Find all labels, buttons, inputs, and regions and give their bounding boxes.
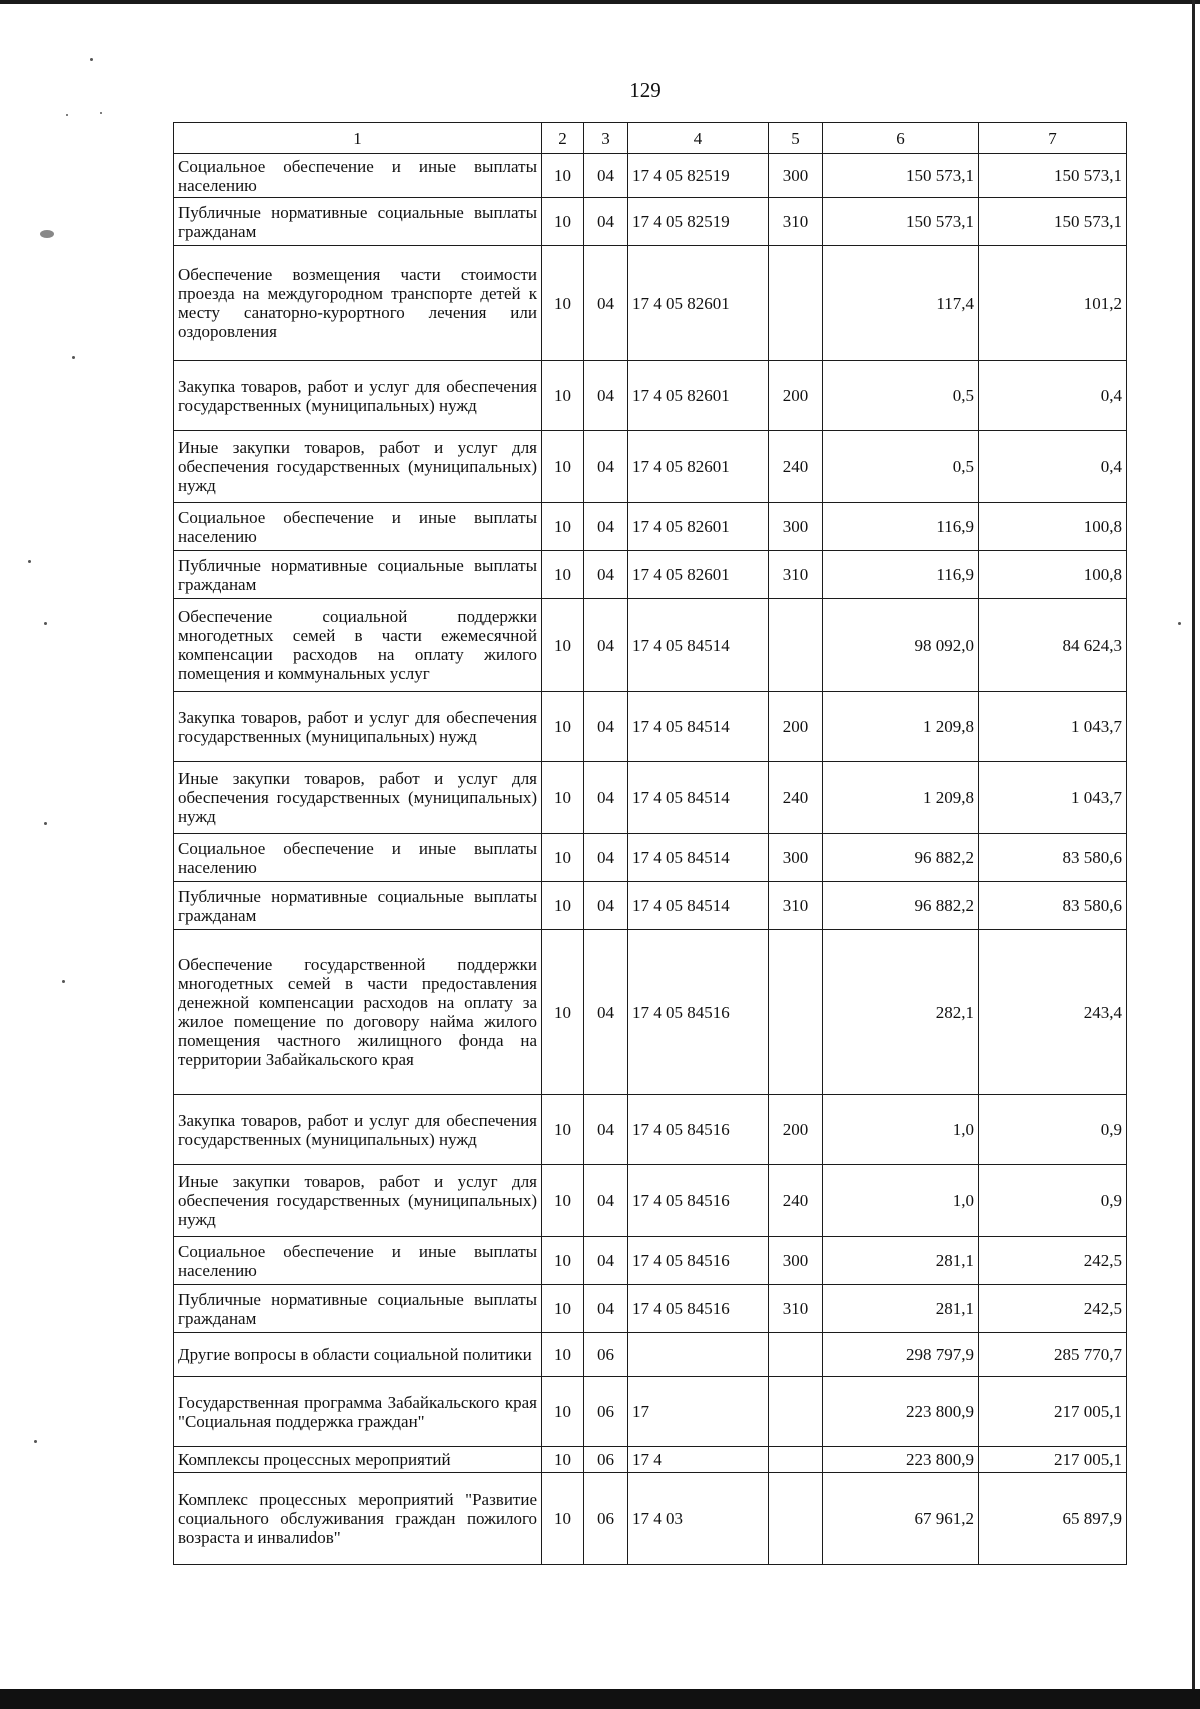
- section-code: 10: [542, 930, 584, 1095]
- subsection-code: 04: [584, 198, 628, 246]
- subsection-code: 04: [584, 1285, 628, 1333]
- row-description: Закупка товаров, работ и услуг для обеспечения государственных (муниципальных) нужд: [174, 692, 542, 762]
- subsection-code: 04: [584, 930, 628, 1095]
- row-description: Государственная программа Забайкальского края "Социальная поддержка граждан": [174, 1377, 542, 1447]
- section-code: 10: [542, 1473, 584, 1565]
- target-article-code: 17 4 05 82601: [628, 361, 769, 431]
- expense-type-code: [769, 246, 823, 361]
- header-cell: 4: [628, 123, 769, 154]
- row-description: Социальное обеспечение и иные выплаты населению: [174, 1237, 542, 1285]
- row-description: Обеспечение государственной поддержки многодетных семей в части предоставления денежной компенсации расходов на оплату за жилое помещение по договору найма жилого помещения частного жилищного фонда на территории Забайкальского края: [174, 930, 542, 1095]
- amount-year-1: 0,5: [823, 361, 979, 431]
- target-article-code: 17 4 05 82601: [628, 246, 769, 361]
- amount-year-1: 223 800,9: [823, 1447, 979, 1473]
- target-article-code: 17 4 05 84516: [628, 1095, 769, 1165]
- amount-year-2: 217 005,1: [979, 1377, 1127, 1447]
- amount-year-1: 1 209,8: [823, 762, 979, 834]
- subsection-code: 04: [584, 361, 628, 431]
- table-row: [174, 1333, 1127, 1377]
- expense-type-code: 310: [769, 882, 823, 930]
- scan-speck: [100, 112, 102, 114]
- amount-year-1: 98 092,0: [823, 599, 979, 692]
- table-row: [174, 198, 1127, 246]
- target-article-code: 17 4 05 82519: [628, 154, 769, 198]
- target-article-code: 17 4 05 82601: [628, 503, 769, 551]
- scan-speck: [34, 1440, 37, 1443]
- target-article-code: 17 4 05 84514: [628, 692, 769, 762]
- section-code: 10: [542, 1095, 584, 1165]
- amount-year-1: 96 882,2: [823, 834, 979, 882]
- target-article-code: 17: [628, 1377, 769, 1447]
- amount-year-2: 0,4: [979, 431, 1127, 503]
- section-code: 10: [542, 503, 584, 551]
- amount-year-1: 67 961,2: [823, 1473, 979, 1565]
- section-code: 10: [542, 431, 584, 503]
- section-code: 10: [542, 1377, 584, 1447]
- header-cell: 1: [174, 123, 542, 154]
- amount-year-1: 281,1: [823, 1285, 979, 1333]
- target-article-code: [628, 1333, 769, 1377]
- expense-type-code: 200: [769, 1095, 823, 1165]
- expense-type-code: [769, 1377, 823, 1447]
- subsection-code: 04: [584, 154, 628, 198]
- subsection-code: 04: [584, 1165, 628, 1237]
- row-description: Социальное обеспечение и иные выплаты населению: [174, 154, 542, 198]
- amount-year-1: 116,9: [823, 551, 979, 599]
- section-code: 10: [542, 1237, 584, 1285]
- target-article-code: 17 4 05 84514: [628, 882, 769, 930]
- table-row: [174, 1285, 1127, 1333]
- subsection-code: 04: [584, 1095, 628, 1165]
- row-description: Комплекс процессных мероприятий "Развитие социального обслуживания граждан пожилого возраста и инвалиdов": [174, 1473, 542, 1565]
- amount-year-1: 1,0: [823, 1165, 979, 1237]
- section-code: 10: [542, 198, 584, 246]
- expense-type-code: 300: [769, 154, 823, 198]
- expense-type-code: [769, 1333, 823, 1377]
- target-article-code: 17 4: [628, 1447, 769, 1473]
- table-row: [174, 1165, 1127, 1237]
- section-code: 10: [542, 246, 584, 361]
- scan-speck: [90, 58, 93, 61]
- section-code: 10: [542, 551, 584, 599]
- expense-type-code: 200: [769, 692, 823, 762]
- target-article-code: 17 4 05 84514: [628, 762, 769, 834]
- section-code: 10: [542, 834, 584, 882]
- expense-type-code: 310: [769, 198, 823, 246]
- table-row: [174, 1095, 1127, 1165]
- budget-table: [173, 122, 1127, 1565]
- expense-type-code: 240: [769, 762, 823, 834]
- target-article-code: 17 4 05 84516: [628, 930, 769, 1095]
- amount-year-1: 117,4: [823, 246, 979, 361]
- row-description: Иные закупки товаров, работ и услуг для обеспечения государственных (муниципальных) нужд: [174, 762, 542, 834]
- amount-year-2: 100,8: [979, 503, 1127, 551]
- amount-year-1: 96 882,2: [823, 882, 979, 930]
- scan-speck: [72, 356, 75, 359]
- target-article-code: 17 4 05 84514: [628, 834, 769, 882]
- amount-year-2: 242,5: [979, 1237, 1127, 1285]
- subsection-code: 06: [584, 1473, 628, 1565]
- expense-type-code: [769, 1473, 823, 1565]
- amount-year-2: 101,2: [979, 246, 1127, 361]
- row-description: Публичные нормативные социальные выплаты гражданам: [174, 551, 542, 599]
- row-description: Социальное обеспечение и иные выплаты населению: [174, 503, 542, 551]
- expense-type-code: 200: [769, 361, 823, 431]
- scan-speck: [28, 560, 31, 563]
- section-code: 10: [542, 882, 584, 930]
- amount-year-1: 150 573,1: [823, 154, 979, 198]
- header-cell: 3: [584, 123, 628, 154]
- amount-year-1: 281,1: [823, 1237, 979, 1285]
- row-description: Социальное обеспечение и иные выплаты населению: [174, 834, 542, 882]
- expense-type-code: [769, 1447, 823, 1473]
- row-description: Иные закупки товаров, работ и услуг для обеспечения государственных (муниципальных) нужд: [174, 1165, 542, 1237]
- table-row: [174, 361, 1127, 431]
- target-article-code: 17 4 05 82601: [628, 551, 769, 599]
- subsection-code: 06: [584, 1333, 628, 1377]
- amount-year-2: 100,8: [979, 551, 1127, 599]
- section-code: 10: [542, 599, 584, 692]
- expense-type-code: [769, 599, 823, 692]
- row-description: Закупка товаров, работ и услуг для обеспечения государственных (муниципальных) нужд: [174, 361, 542, 431]
- section-code: 10: [542, 1333, 584, 1377]
- table-row: [174, 503, 1127, 551]
- section-code: 10: [542, 361, 584, 431]
- header-cell: 7: [979, 123, 1127, 154]
- expense-type-code: 240: [769, 431, 823, 503]
- section-code: 10: [542, 692, 584, 762]
- amount-year-2: 242,5: [979, 1285, 1127, 1333]
- table-row: [174, 431, 1127, 503]
- amount-year-2: 150 573,1: [979, 154, 1127, 198]
- amount-year-2: 1 043,7: [979, 692, 1127, 762]
- table-row: [174, 1237, 1127, 1285]
- subsection-code: 04: [584, 431, 628, 503]
- amount-year-2: 83 580,6: [979, 834, 1127, 882]
- header-row: [174, 123, 1127, 154]
- header-cell: 5: [769, 123, 823, 154]
- scan-speck: [62, 980, 65, 983]
- target-article-code: 17 4 05 82601: [628, 431, 769, 503]
- amount-year-1: 282,1: [823, 930, 979, 1095]
- amount-year-2: 65 897,9: [979, 1473, 1127, 1565]
- amount-year-1: 150 573,1: [823, 198, 979, 246]
- table-row: [174, 246, 1127, 361]
- section-code: 10: [542, 1165, 584, 1237]
- subsection-code: 06: [584, 1377, 628, 1447]
- scan-bottom-edge: [0, 1689, 1200, 1709]
- subsection-code: 04: [584, 762, 628, 834]
- amount-year-1: 1,0: [823, 1095, 979, 1165]
- row-description: Публичные нормативные социальные выплаты гражданам: [174, 1285, 542, 1333]
- amount-year-2: 83 580,6: [979, 882, 1127, 930]
- amount-year-2: 0,9: [979, 1095, 1127, 1165]
- subsection-code: 04: [584, 551, 628, 599]
- section-code: 10: [542, 1447, 584, 1473]
- section-code: 10: [542, 1285, 584, 1333]
- expense-type-code: 300: [769, 834, 823, 882]
- subsection-code: 04: [584, 692, 628, 762]
- table-row: [174, 1447, 1127, 1473]
- row-description: Обеспечение социальной поддержки многодетных семей в части ежемесячной компенсации расходов на оплату жилого помещения и коммунальных услуг: [174, 599, 542, 692]
- scan-top-edge: [0, 0, 1200, 4]
- page-number: 129: [629, 78, 661, 102]
- scan-speck: [40, 230, 54, 238]
- amount-year-2: 84 624,3: [979, 599, 1127, 692]
- header-cell: 2: [542, 123, 584, 154]
- table-row: [174, 1473, 1127, 1565]
- row-description: Комплексы процессных мероприятий: [174, 1447, 542, 1473]
- subsection-code: 04: [584, 599, 628, 692]
- expense-type-code: 240: [769, 1165, 823, 1237]
- expense-type-code: 310: [769, 1285, 823, 1333]
- amount-year-2: 1 043,7: [979, 762, 1127, 834]
- target-article-code: 17 4 03: [628, 1473, 769, 1565]
- subsection-code: 04: [584, 834, 628, 882]
- row-description: Закупка товаров, работ и услуг для обеспечения государственных (муниципальных) нужд: [174, 1095, 542, 1165]
- amount-year-1: 116,9: [823, 503, 979, 551]
- table-row: [174, 762, 1127, 834]
- section-code: 10: [542, 762, 584, 834]
- target-article-code: 17 4 05 84514: [628, 599, 769, 692]
- table-row: [174, 599, 1127, 692]
- table-row: [174, 692, 1127, 762]
- subsection-code: 04: [584, 882, 628, 930]
- target-article-code: 17 4 05 84516: [628, 1285, 769, 1333]
- table-row: [174, 882, 1127, 930]
- amount-year-1: 0,5: [823, 431, 979, 503]
- amount-year-2: 243,4: [979, 930, 1127, 1095]
- expense-type-code: 310: [769, 551, 823, 599]
- row-description: Публичные нормативные социальные выплаты гражданам: [174, 882, 542, 930]
- table-row: [174, 154, 1127, 198]
- row-description: Публичные нормативные социальные выплаты гражданам: [174, 198, 542, 246]
- subsection-code: 06: [584, 1447, 628, 1473]
- row-description: Другие вопросы в области социальной политики: [174, 1333, 542, 1377]
- amount-year-2: 150 573,1: [979, 198, 1127, 246]
- expense-type-code: [769, 930, 823, 1095]
- target-article-code: 17 4 05 84516: [628, 1165, 769, 1237]
- amount-year-2: 217 005,1: [979, 1447, 1127, 1473]
- table-row: [174, 1377, 1127, 1447]
- amount-year-1: 1 209,8: [823, 692, 979, 762]
- section-code: 10: [542, 154, 584, 198]
- row-description: Иные закупки товаров, работ и услуг для обеспечения государственных (муниципальных) нужд: [174, 431, 542, 503]
- expense-type-code: 300: [769, 1237, 823, 1285]
- row-description: Обеспечение возмещения части стоимости проезда на междугородном транспорте детей к месту санаторно-курортного лечения или оздоровления: [174, 246, 542, 361]
- scan-speck: [44, 822, 47, 825]
- expense-type-code: 300: [769, 503, 823, 551]
- scan-speck: [66, 114, 68, 116]
- target-article-code: 17 4 05 82519: [628, 198, 769, 246]
- scan-speck: [1178, 622, 1181, 625]
- scan-speck: [44, 622, 47, 625]
- amount-year-2: 0,4: [979, 361, 1127, 431]
- header-cell: 6: [823, 123, 979, 154]
- subsection-code: 04: [584, 503, 628, 551]
- target-article-code: 17 4 05 84516: [628, 1237, 769, 1285]
- table-row: [174, 930, 1127, 1095]
- table-row: [174, 834, 1127, 882]
- amount-year-1: 298 797,9: [823, 1333, 979, 1377]
- subsection-code: 04: [584, 246, 628, 361]
- amount-year-2: 285 770,7: [979, 1333, 1127, 1377]
- table-row: [174, 551, 1127, 599]
- amount-year-2: 0,9: [979, 1165, 1127, 1237]
- scan-right-edge: [1192, 0, 1195, 1709]
- subsection-code: 04: [584, 1237, 628, 1285]
- amount-year-1: 223 800,9: [823, 1377, 979, 1447]
